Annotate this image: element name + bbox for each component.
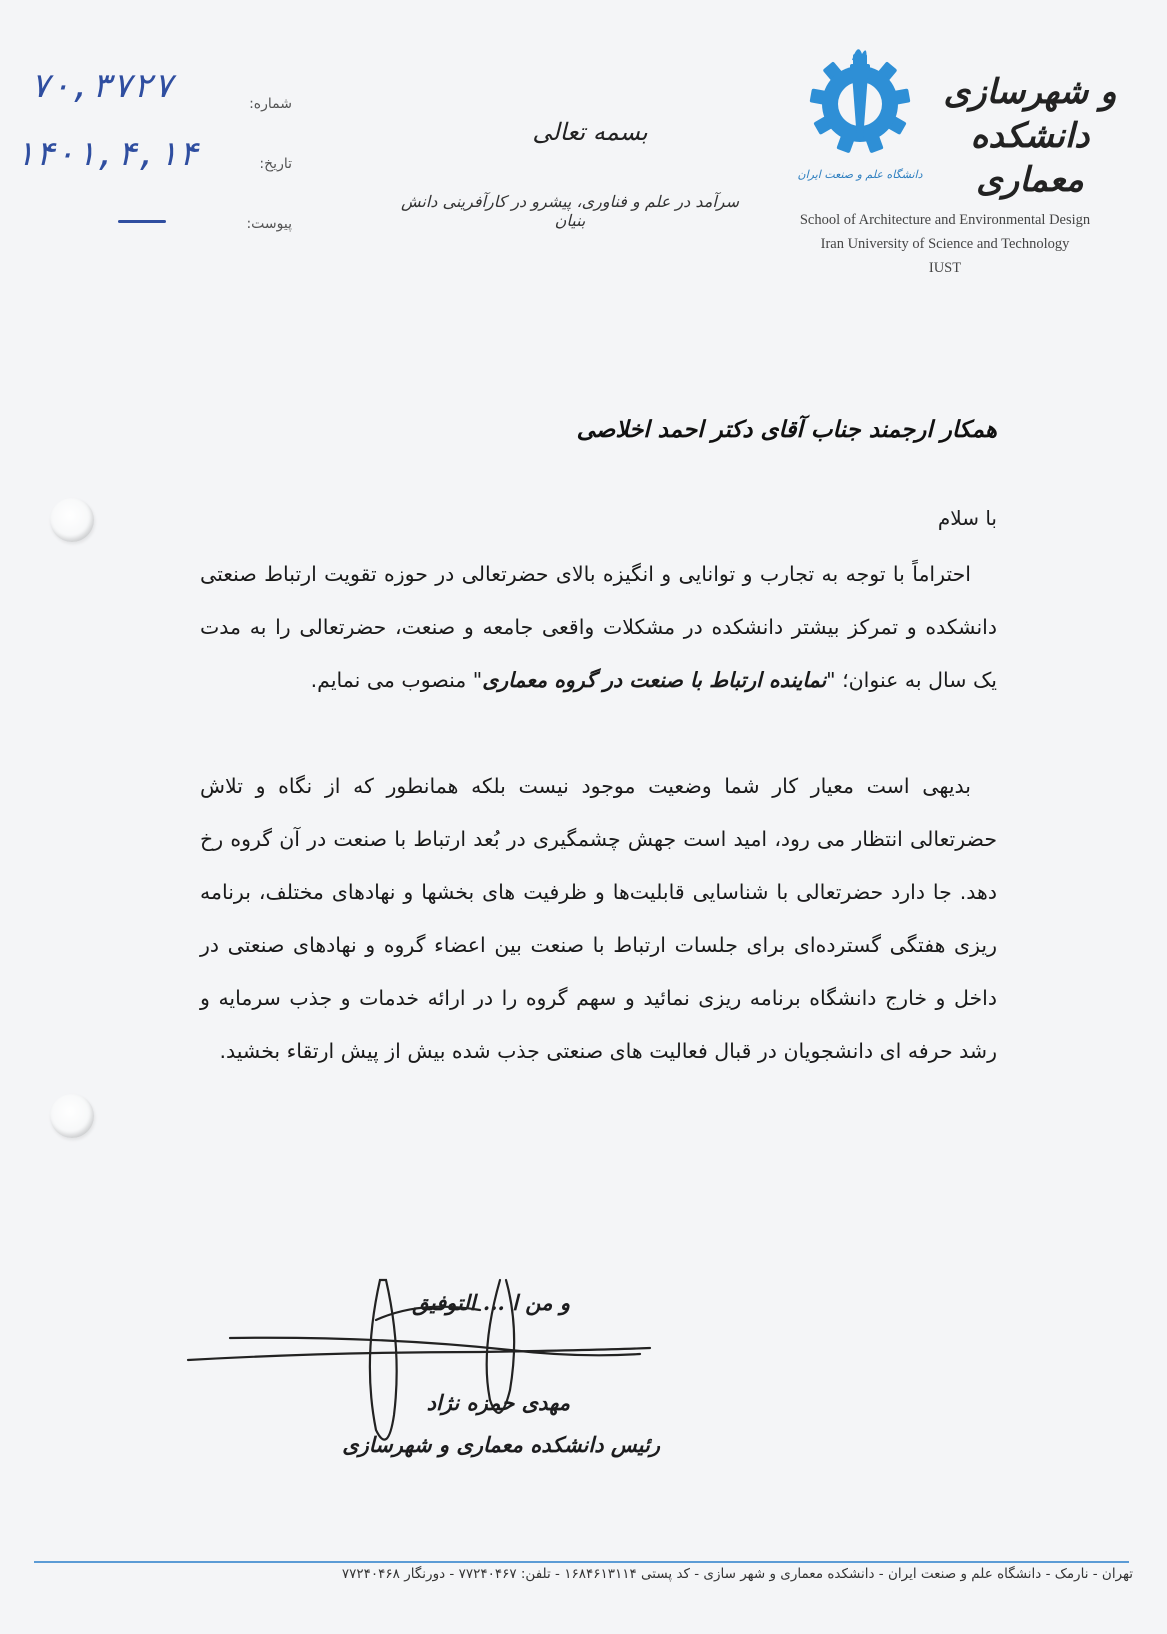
handwritten-number: ۷۰,۳۷۲۷	[30, 66, 174, 106]
handwritten-date: ۱۴۰۱,۴,۱۴	[14, 134, 199, 174]
punch-hole-bottom	[50, 1094, 94, 1138]
attachment-label: پیوست:	[246, 216, 292, 232]
greeting: با سلام	[937, 506, 997, 530]
handwritten-signature	[180, 1240, 700, 1460]
school-name-en-line3: IUST	[928, 260, 962, 276]
school-name-persian	[940, 70, 1120, 202]
handwritten-attachment-dash	[118, 220, 166, 223]
recipient-heading: همکار ارجمند جناب آقای دکتر احمد اخلاصی	[576, 416, 997, 443]
school-name-english	[760, 208, 1130, 280]
closing-phrase: و من ا ... التوفیق	[412, 1290, 570, 1315]
footer-address: تهران - نارمک - دانشگاه علم و صنعت ایران - دانشکده معماری و شهر سازی - کد پستی ۱۶۸۴۶۱۳۱۱۴ - تلفن: ۷۷۲۴۰۴۶۷ - دورنگار ۷۷۲۴۰۴۶۸	[341, 1566, 1133, 1582]
paragraph-expectations: بدیهی است معیار کار شما وضعیت موجود نیست بلکه همانطور که از نگاه و تلاش حضرتعالی انتظار می رود، امید است جهش چشمگیری در بُعد ارتباط با صنعت در آن گروه رخ دهد. جا دارد حضرتعالی با شناسایی قابلیت‌ها و ظرفیت های بخشها و نهادهای مختلف، برنامه ریزی هفتگی گسترده‌ای برای جلسات ارتباط با صنعت بین اعضاء گروه و نهادهای صنعتی در داخل و خارج دانشگاه برنامه ریزی نمائید و سهم گروه را در ارائه خدمات و جذب سرمایه و رشد حرفه ای دانشجویان در قبال فعالیت های صنعتی جذب شده بیش از پیش ارتقاء بخشید.	[200, 774, 997, 1063]
university-caption: دانشگاه علم و صنعت ایران	[797, 168, 923, 181]
university-gear-torch-logo	[800, 40, 920, 160]
paragraph-appointment	[200, 548, 997, 707]
paragraph-appointment-before: احتراماً با توجه به تجارب و توانایی و انگیزه بالای حضرتعالی در حوزه تقویت ارتباط صنعتی دانشکده و تمرکز بیشتر دانشکده در مشکلات واقعی جامعه و صنعت، حضرتعالی را به مدت یک سال به عنوان؛ "	[200, 562, 997, 692]
paragraph-appointment-after: " منصوب می نمایم.	[310, 668, 483, 692]
school-name-line2: دانشکده معماری	[970, 116, 1090, 200]
appointment-title: نماینده ارتباط با صنعت در گروه معماری	[482, 668, 827, 692]
university-motto: سرآمد در علم و فناوری، پیشرو در کارآفرینی دانش بنیان	[400, 192, 740, 230]
footer-divider	[34, 1561, 1129, 1563]
school-name-line1: و شهرسازی	[943, 72, 1117, 112]
school-name-en-line1: School of Architecture and Environmental Design	[799, 212, 1091, 228]
signer-title: رئیس دانشکده معماری و شهرسازی	[342, 1432, 660, 1457]
date-label: تاریخ:	[259, 156, 292, 172]
punch-hole-top	[50, 498, 94, 542]
school-name-en-line2: Iran University of Science and Technology	[820, 236, 1070, 252]
signer-name: مهدی حمزه نژاد	[426, 1390, 570, 1415]
bismillah-heading: بسمه تعالی	[532, 118, 648, 146]
number-label: شماره:	[249, 96, 292, 112]
